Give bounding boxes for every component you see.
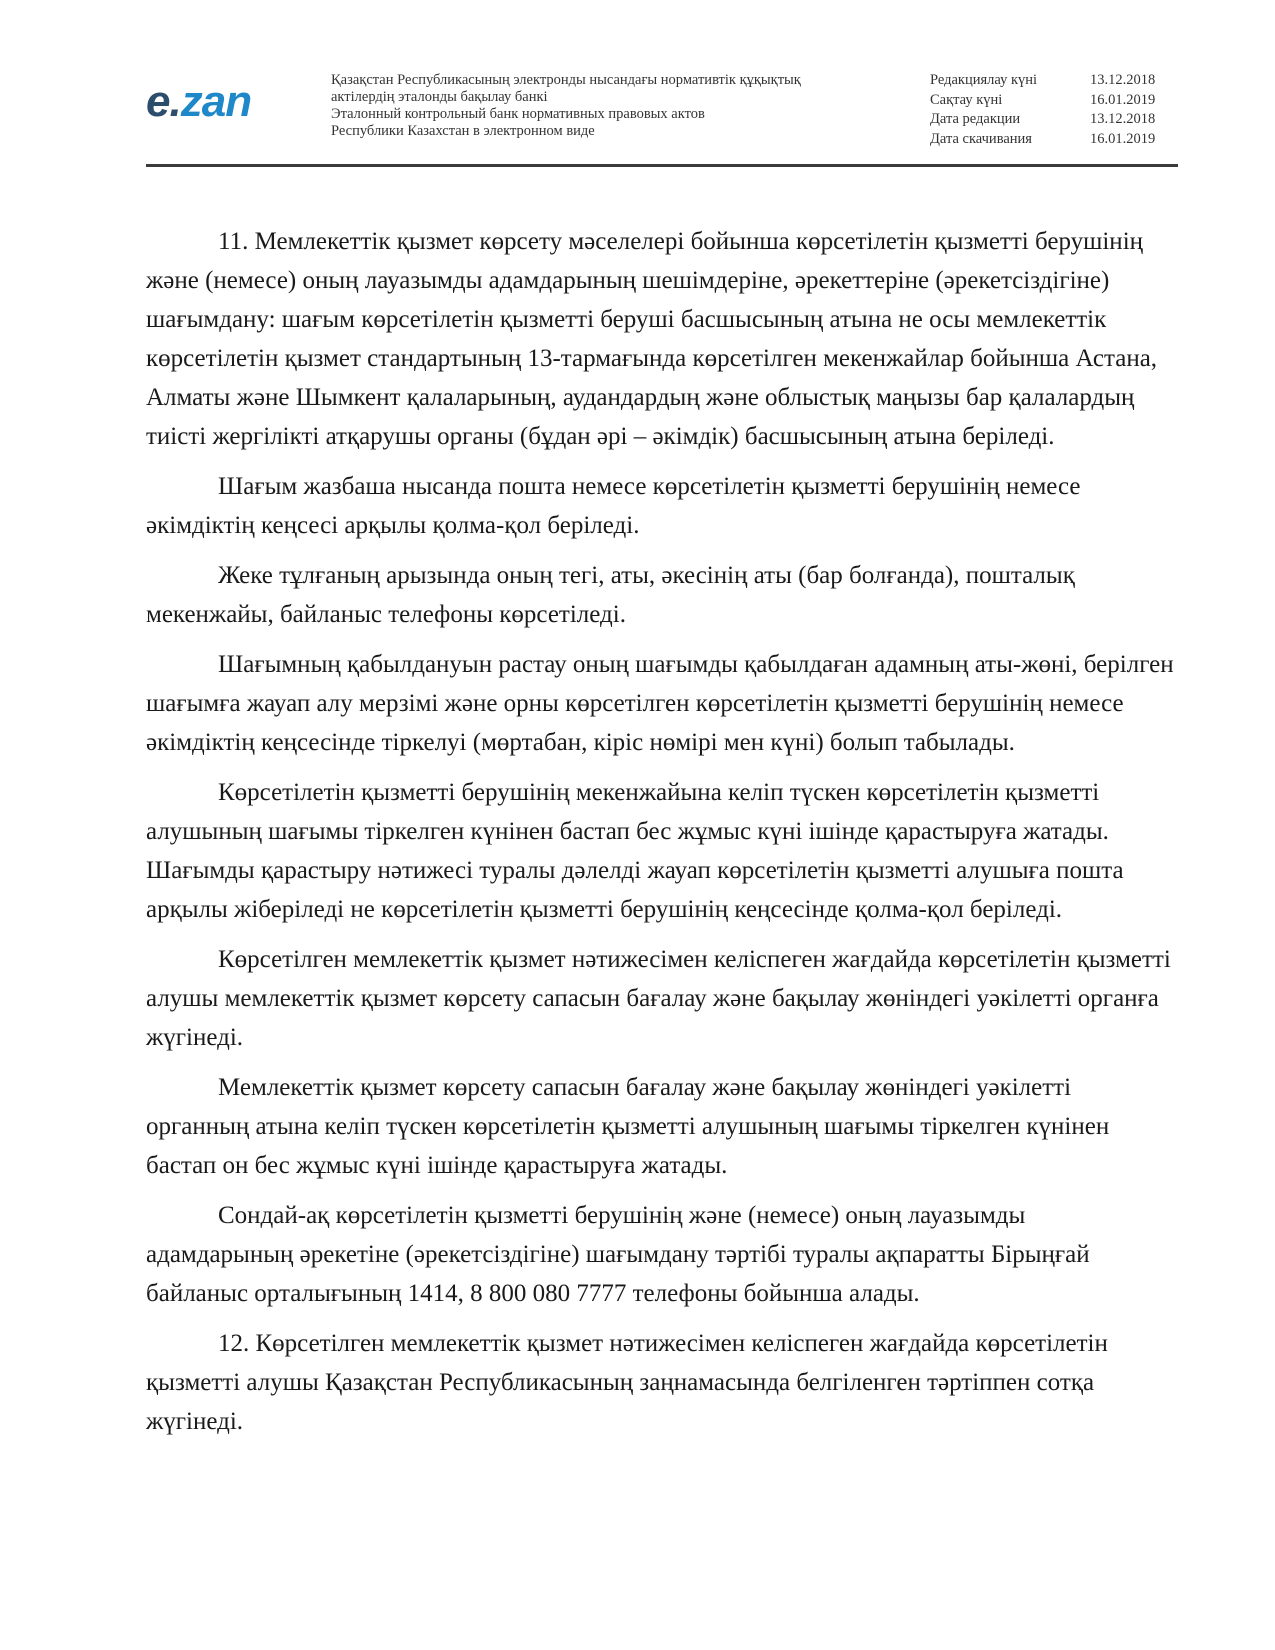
ezan-logo bbox=[146, 77, 252, 126]
meta-row-save-date-kz bbox=[930, 91, 1155, 111]
paragraph-12: 12. Көрсетілген мемлекеттік қызмет нәтижесімен келіспеген жағдайда көрсетілетін қызметті алушы Қазақстан Республикасының заңнамасында белгіленген тәртіппен сотқа жүгінеді. bbox=[146, 1330, 1108, 1435]
bank-name bbox=[331, 72, 881, 140]
meta-row-edit-date-kz bbox=[930, 71, 1155, 91]
header-divider bbox=[146, 164, 1178, 167]
meta-value: 13.12.2018 bbox=[1090, 111, 1156, 127]
bank-name-line: Қазақстан Республикасының электронды нысандағы нормативтік құқықтық bbox=[331, 72, 801, 88]
paragraph-11: 11. Мемлекеттік қызмет көрсету мәселелері бойынша көрсетілетін қызметті берушінің және (немесе) оның лауазымды адамдарының шешімдеріне, әрекеттеріне (әрекетсіздігіне) шағымдану: шағым көрсетілетін қызметті беруші басшысының атына не осы мемлекеттік көрсетілетін қызмет стандартының 13-тармағында көрсетілген мекенжайлар бойынша Астана, Алматы және Шымкент қалаларының, аудандардың және облыстық маңызы бар қалалардың тиісті жергілікті атқарушы органы (бұдан әрі – әкімдік) басшысының атына беріледі. bbox=[146, 228, 1158, 450]
bank-name-line: Республики Казахстан в электронном виде bbox=[331, 123, 595, 139]
bank-name-line: актілердің эталонды бақылау банкі bbox=[331, 89, 548, 105]
document-meta-table bbox=[930, 71, 1155, 149]
meta-label: Дата редакции bbox=[930, 111, 1021, 127]
document-body bbox=[146, 222, 1176, 1452]
meta-label: Дата скачивания bbox=[930, 130, 1032, 147]
page-header bbox=[146, 62, 1178, 164]
logo-suffix: zan bbox=[180, 77, 252, 126]
paragraph: Шағым жазбаша нысанда пошта немесе көрсетілетін қызметті берушінің немесе әкімдіктің кеңсесі арқылы қолма-қол беріледі. bbox=[146, 473, 1081, 539]
paragraph: Көрсетілетін қызметті берушінің мекенжайына келіп түскен көрсетілетін қызметті алушының шағымы тіркелген күнінен бастап бес жұмыс күні ішінде қарастыруға жатады. Шағымды қарастыру нәтижесі туралы дәлелді жауап көрсетілетін қызметті алушыға пошта арқылы жіберіледі не көрсетілетін қызметті берушінің кеңсесінде қолма-қол беріледі. bbox=[146, 779, 1124, 923]
meta-row-download-date-ru bbox=[930, 130, 1155, 150]
paragraph: Жеке тұлғаның арызында оның тегі, аты, әкесінің аты (бар болғанда), пошталық мекенжайы, байланыс телефоны көрсетіледі. bbox=[146, 562, 1075, 628]
meta-label: Редакциялау күні bbox=[930, 72, 1038, 88]
meta-value: 16.01.2019 bbox=[1090, 130, 1156, 147]
paragraph: Көрсетілген мемлекеттік қызмет нәтижесімен келіспеген жағдайда көрсетілетін қызметті алушы мемлекеттік қызмет көрсету сапасын бағалау және бақылау жөніндегі уәкілетті органға жүгінеді. bbox=[146, 946, 1171, 1051]
logo-prefix: e bbox=[146, 77, 170, 126]
paragraph: Сондай-ақ көрсетілетін қызметті берушінің және (немесе) оның лауазымды адамдарының әрекетіне (әрекетсіздігіне) шағымдану тәртібі туралы ақпаратты Бірыңғай байланыс орталығының 1414, 8 800 080 7777 телефоны бойынша алады. bbox=[146, 1202, 1090, 1307]
meta-label: Сақтау күні bbox=[930, 91, 1003, 108]
meta-value: 16.01.2019 bbox=[1090, 91, 1156, 108]
paragraph: Шағымның қабылдануын растау оның шағымды қабылдаған адамның аты-жөні, берілген шағымға жауап алу мерзімі және орны көрсетілген көрсетілетін қызметті берушінің немесе әкімдіктің кеңсесінде тіркелуі (мөртабан, кіріс нөмірі мен күні) болып табылады. bbox=[146, 651, 1174, 756]
paragraph: Мемлекеттік қызмет көрсету сапасын бағалау және бақылау жөніндегі уәкілетті органның атына келіп түскен көрсетілетін қызметті алушының шағымы тіркелген күнінен бастап он бес жұмыс күні ішінде қарастыруға жатады. bbox=[146, 1074, 1110, 1179]
logo-dot: . bbox=[169, 77, 181, 126]
meta-value: 13.12.2018 bbox=[1090, 72, 1156, 88]
meta-row-edit-date-ru bbox=[930, 110, 1155, 130]
bank-name-line: Эталонный контрольный банк нормативных правовых актов bbox=[331, 106, 705, 122]
